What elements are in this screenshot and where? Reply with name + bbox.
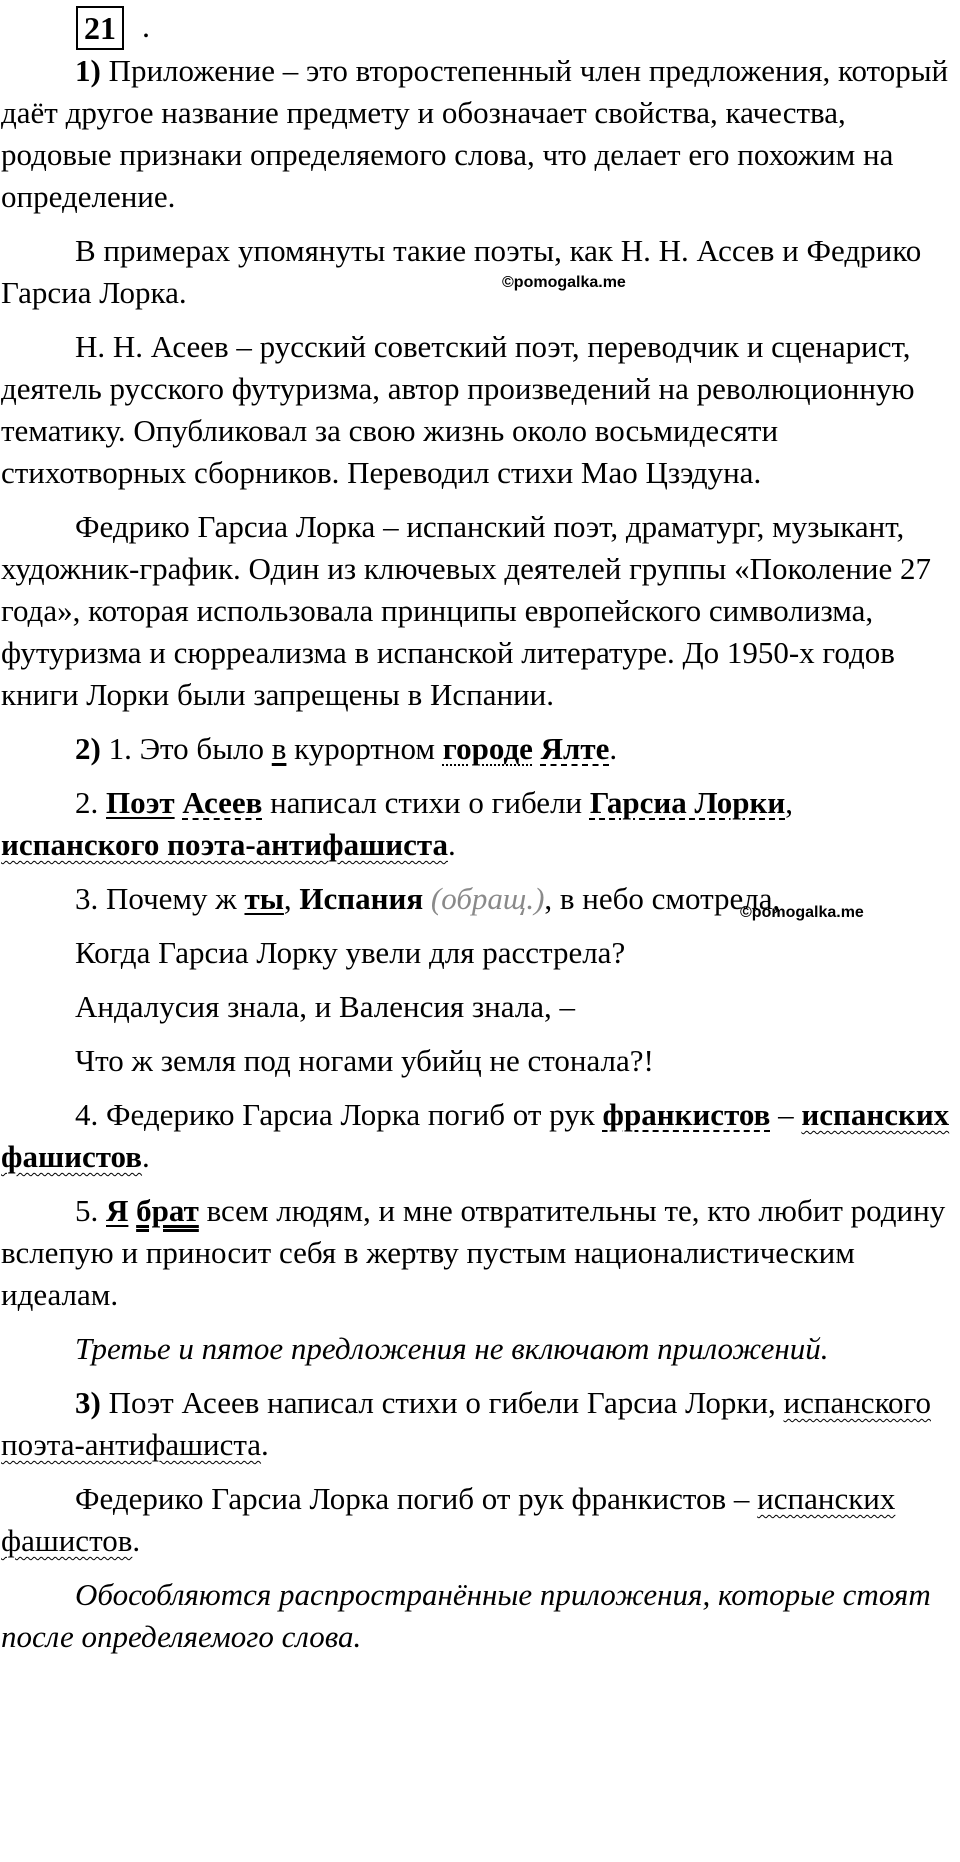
s1-word-city: городе bbox=[442, 731, 533, 766]
section-label-1: 1) bbox=[75, 53, 101, 88]
sentence-2 bbox=[0, 782, 960, 866]
task-number: 21 bbox=[76, 6, 124, 50]
s4-word-fascists: испанских фашистов bbox=[1, 1097, 950, 1174]
watermark-2: ©pomogalka.me bbox=[740, 904, 864, 921]
s2-comma: , bbox=[785, 785, 794, 820]
s2-word-lorca: Гарсиа Лорки bbox=[589, 785, 786, 820]
paragraph-lorca: Федрико Гарсиа Лорка – испанский поэт, драматург, музыкант, художник-график. Один из ключевых деятелей группы «Поколение 27 года», которая использовала принципы европейского символизма, футуризма и сюрреализма в испанской литературе. До 1950-х годов книги Лорки были запрещены в Испании. bbox=[1, 509, 932, 712]
task-number-dot: . bbox=[142, 8, 150, 44]
s4-dash: – bbox=[770, 1097, 794, 1132]
s1-pre: 1. Это было bbox=[100, 731, 272, 766]
s2-word-aseev: Асеев bbox=[182, 785, 263, 820]
s1-end: . bbox=[609, 731, 618, 766]
definition-text: Приложение – это второстепенный член предложения, который даёт другое название предмету и обозначает свойства, качества, родовые признаки определяемого слова, что делает его похожим на определение. bbox=[1, 53, 949, 214]
s5-num: 5. bbox=[75, 1193, 106, 1228]
answer-3b-text: Федерико Гарсиа Лорка погиб от рук франкистов – bbox=[75, 1481, 750, 1516]
s5-word-brother: брат bbox=[136, 1193, 199, 1228]
s4-word-francoists: франкистов bbox=[602, 1097, 771, 1132]
sentence-3-line-3: Андалусия знала, и Валенсия знала, – bbox=[75, 989, 576, 1024]
s2-word-poet: Поэт bbox=[106, 785, 175, 820]
watermark-1: ©pomogalka.me bbox=[502, 274, 626, 291]
paragraph-aseev: Н. Н. Асеев – русский советский поэт, переводчик и сценарист, деятель русского футуризма, автор произведений на революционную тематику. Опубликовал за свою жизнь около восьмидесяти стихотворных сборников. Переводил стихи Мао Цзэдуна. bbox=[1, 329, 915, 490]
paragraph-poets: В примерах упомянуты такие поэты, как Н. Н. Ассев и Федрико Гарсиа Лорка. bbox=[1, 233, 922, 310]
section-label-3: 3) bbox=[75, 1385, 101, 1420]
s1-mid: курортном bbox=[286, 731, 443, 766]
section-label-2: 2) bbox=[75, 731, 101, 766]
answer-3-text: Поэт Асеев написал стихи о гибели Гарсиа Лорки, bbox=[100, 1385, 776, 1420]
s3-note: (обращ.) bbox=[430, 881, 545, 916]
s2-end: . bbox=[447, 827, 456, 862]
conclusion-1: Третье и пятое предложения не включают приложений. bbox=[75, 1331, 829, 1366]
sentence-3-line-4: Что ж земля под ногами убийц не стонала?! bbox=[75, 1043, 654, 1078]
s1-preposition: в bbox=[271, 731, 287, 766]
s2-num: 2. bbox=[75, 785, 106, 820]
answer-3 bbox=[0, 1382, 960, 1466]
conclusion-2: Обособляются распространённые приложения, которые стоят после определяемого слова. bbox=[1, 1577, 931, 1654]
s3-word-you: ты bbox=[244, 881, 284, 916]
sentence-5 bbox=[0, 1190, 960, 1316]
sentence-1 bbox=[0, 728, 960, 770]
content bbox=[0, 50, 960, 1658]
s3-num: 3. Почему ж bbox=[75, 881, 245, 916]
answer-3b-end: . bbox=[132, 1523, 141, 1558]
s5-rest: всем людям, и мне отвратительны те, кто любит родину вслепую и приносит себя в жертву пустым националистическим идеалам. bbox=[1, 1193, 946, 1312]
s3-end: , в небо смотрела, bbox=[544, 881, 781, 916]
answer-3-end: . bbox=[261, 1427, 269, 1462]
paragraph-definition bbox=[0, 50, 960, 218]
s3-comma: , bbox=[283, 881, 300, 916]
answer-3-appl: испанского поэта-антифашиста bbox=[1, 1385, 931, 1462]
s4-end: . bbox=[142, 1139, 150, 1174]
s2-word-antifascist: испанского поэта-антифашиста bbox=[1, 827, 448, 862]
s2-mid: написал стихи о гибели bbox=[262, 785, 590, 820]
sentence-4 bbox=[0, 1094, 960, 1178]
s4-num: 4. Федерико Гарсиа Лорка погиб от рук bbox=[75, 1097, 603, 1132]
answer-3b-appl: испанских фашистов bbox=[1, 1481, 896, 1558]
s3-word-spain: Испания bbox=[299, 881, 424, 916]
answer-3b bbox=[0, 1478, 960, 1562]
sentence-3-line-2: Когда Гарсиа Лорку увели для расстрела? bbox=[75, 935, 626, 970]
s1-word-yalta: Ялте bbox=[540, 731, 610, 766]
s5-word-i: Я bbox=[106, 1193, 129, 1228]
